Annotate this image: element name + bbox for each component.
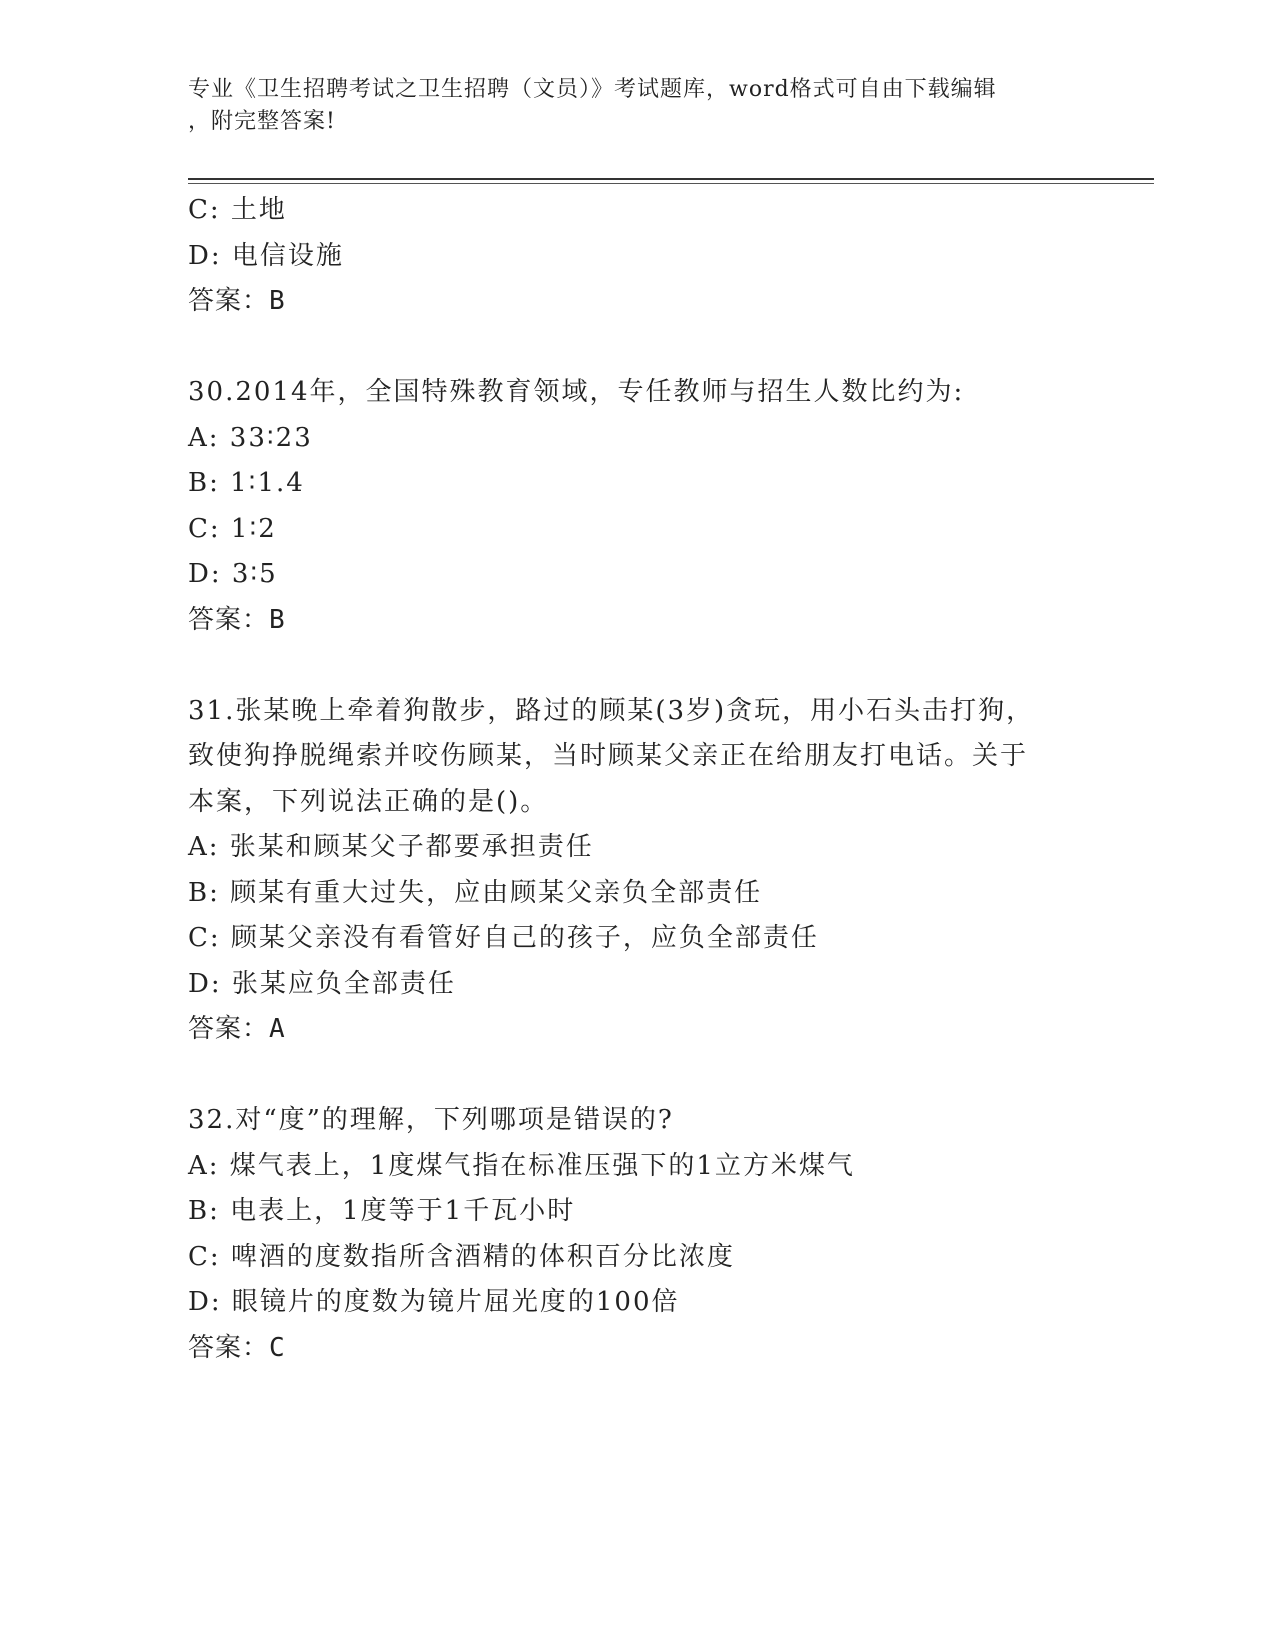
question-30 bbox=[188, 370, 1088, 643]
header-divider-thick bbox=[188, 178, 1154, 180]
option-d: D: 眼镜片的度数为镜片屈光度的100倍 bbox=[188, 1287, 680, 1317]
option-c: C: 顾某父亲没有看管好自己的孩子，应负全部责任 bbox=[188, 923, 819, 953]
question-list bbox=[188, 188, 1088, 1371]
option-d: D: 3∶5 bbox=[188, 559, 278, 589]
question-spacer bbox=[188, 325, 1088, 371]
question-stem: 32.对“度”的理解，下列哪项是错误的? bbox=[188, 1105, 674, 1135]
question-stem: 致使狗挣脱绳索并咬伤顾某，当时顾某父亲正在给朋友打电话。关于 bbox=[188, 741, 1029, 771]
option-b: B: 1∶1.4 bbox=[188, 468, 305, 498]
question-stem: 31.张某晚上牵着狗散步，路过的顾某(3岁)贪玩，用小石头击打狗， bbox=[188, 695, 1035, 726]
question-stem: 30.2014年，全国特殊教育领域，专任教师与招生人数比约为: bbox=[188, 377, 965, 407]
header-line-2: ，附完整答案! bbox=[188, 109, 336, 134]
partial-question bbox=[188, 188, 1088, 325]
question-31 bbox=[188, 689, 1088, 1053]
option-c: C: 土地 bbox=[188, 195, 287, 225]
answer-line: 答案：B bbox=[188, 286, 286, 316]
option-d: D: 电信设施 bbox=[188, 240, 344, 271]
option-a: A: 张某和顾某父子都要承担责任 bbox=[188, 832, 594, 862]
document-header bbox=[188, 74, 1068, 138]
answer-line: 答案：C bbox=[188, 1332, 286, 1363]
question-stem: 本案，下列说法正确的是()。 bbox=[188, 786, 549, 817]
question-32 bbox=[188, 1098, 1088, 1371]
option-c: C: 啤酒的度数指所含酒精的体积百分比浓度 bbox=[188, 1241, 735, 1272]
header-line-1: 专业《卫生招聘考试之卫生招聘（文员）》考试题库，word格式可自由下载编辑 bbox=[188, 77, 997, 102]
question-spacer bbox=[188, 643, 1088, 689]
header-divider-thin bbox=[188, 183, 1154, 184]
option-b: B: 电表上，1度等于1千瓦小时 bbox=[188, 1196, 576, 1226]
option-c: C: 1∶2 bbox=[188, 513, 277, 544]
option-a: A: 33∶23 bbox=[188, 422, 313, 453]
question-spacer bbox=[188, 1053, 1088, 1099]
answer-line: 答案：A bbox=[188, 1014, 286, 1044]
option-b: B: 顾某有重大过失，应由顾某父亲负全部责任 bbox=[188, 877, 763, 908]
option-d: D: 张某应负全部责任 bbox=[188, 968, 456, 999]
answer-line: 答案：B bbox=[188, 604, 286, 635]
option-a: A: 煤气表上，1度煤气指在标准压强下的1立方米煤气 bbox=[188, 1150, 855, 1181]
